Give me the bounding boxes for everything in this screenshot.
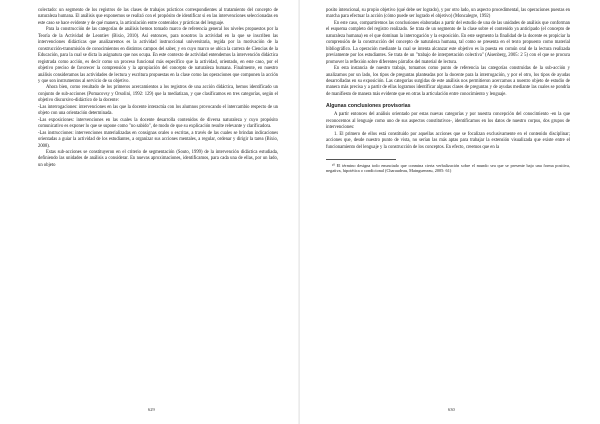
footnote-rule [326,159,396,160]
right-paragraph-3: En esta instancia de nuestro trabajo, tomamos como punto de referencia las categorías construidas de la sub-acción y analizamos por un lado, los tipos de preguntas planteadas por la docente para la interrogación, y por el otro, los tipos de ayudas desarrolladas en su exposición. Las categorías surgidas de este análisis nos permitieron acercarnos a nuestro objeto de estudio de manera más precisa y a partir de ellas logramos identificar algunas clases de preguntas y de ayudas mediante las cuales se pondría de manifiesto de manera más evidente que en otras la articulación entre conocimiento y lenguaje. [326,66,570,97]
left-paragraph-3: Ahora bien, como resultado de los primeros acercamientos a los registros de una acción didáctica, hemos identificado un conjunto de sub-acciones (Pomacovsy y Orsolini, 1992: 129) que la mediatizan, y que clasificamos en tres categorías, según el objetivo discursivo-didáctico de la docente: [38,85,278,104]
footnote: ¹⁰ El término designa todo enunciado que conmina cierta verbalización sobre el mundo sea que se presente bajo una forma positiva, negativa, hipotética o condicional (Charaudeau, Maingueneau, 2005: 61) [326,163,570,174]
right-paragraph-2: En este caso, compartiremos las conclusiones elaboradas a partir del estudio de una de las unidades de análisis que conforman el esquema completo del registro realizado. Se trata de un segmento de la clase sobre el contenido ya anticipado (el concepto de naturaleza humana) en el que dominan la interrogación y la exposición. En este segmento la finalidad de la docente es propiciar la comprensión de la construcción del concepto de naturaleza humana, tal como se presenta en el texto propuesto como material bibliográfico. La operación mediante la cual se intenta alcanzar este objetivo es la puesta en común oral de la lectura realizada previamente por los estudiantes. Se trata de un "trabajo de interpretación colectiva" (Aisenberg, 2005: 2 5) con el que se procura promover la reflexión sobre diferentes párrafos del material de lectura. [326,20,570,65]
section-heading: Algunas conclusiones provisorias [326,103,411,110]
right-paragraph-4: A partir entonces del análisis orientado por estas nuevas categorías y por nuestra concepción del conocimiento -en la que reconocemos al lenguaje como uno de sus aspectos constitutivos-, identificamos en los datos de nuestro corpus, dos grupos de intervenciones: [326,112,570,131]
left-paragraph-4: -Las interrogaciones: intervenciones en las que la docente interactúa con los alumnos provocando el intercambio respecto de un objeto con una orientación determinada. [38,104,278,117]
page-number: 629 [148,407,155,412]
right-page [300,0,600,424]
left-paragraph-5: -Las exposiciones: intervenciones en las cuales la docente desarrolla contenidos de diversa naturaleza y cuyo propósito comunicativo es exponer lo que se supone como "no sabido", de modo de que su explicación resulte relevante y clarificadora. [38,117,278,130]
right-paragraph-1: posito intencional, su propio objetivo (qué debe ser logrado), y por otro lado, un aspecto procedimental, las operaciones puestas en marcha para efectuar la acción (cómo puede ser logrado el objetivo) (Moncalegre, 1992) [326,8,570,20]
left-paragraph-6: -Las instrucciones: intervenciones materializadas en consignas orales o escritas, a través de las cuales se brindan indicaciones orientadas a guiar la actividad de los estudiantes, a organizar sus acciones mentales, a regular, ordenar y dirigir la tarea (Bixio, 2008). [38,130,278,149]
left-paragraph-1: colectado: un segmento de los registros de las clases de trabajos prácticos correspondientes al tratamiento del concepto de naturaleza humana. El análisis que exponemos se realizó con el propósito de identificar si en las intervenciones seleccionadas en este caso se hace evidente y de qué manera, la articulación entre contenidos y prácticas del lenguaje. [38,8,278,26]
left-paragraph-7: Estas sub-acciones se constituyeron en el criterio de segmentación (Souto, 1999) de la intervención didáctica estudiada, definiendo las unidades de análisis a considerar. En nuevas aproximaciones, identificamos, para cada una de ellas, por un lado, un objeto [38,149,278,168]
right-paragraph-5: 1. El primero de ellos está constituido por aquellas acciones que se focalizan exclusivamente en el contenido disciplinar; acciones que, desde nuestro punto de vista, no serían las más aptas para trabajar la extensión visualizada que existe entre el funcionamiento del lenguaje y la construcción de los conceptos. En efecto, creemos que en la [326,131,570,150]
left-paragraph-2: Para la construcción de las categorías de análisis hemos tomado marco de referencia general los niveles propuestos por la Teoría de la Actividad de Leontiev (Bixio, 2010). Así entonces, para nosotros la actividad en la que se inscriben las intervenciones didácticas que analizaremos es la actividad instruccional universitaria, regida por la motivación de la construcción-transmisión de conocimientos en distintos campos del saber, y en cuyo marco se ubica la carrera de Ciencias de la Educación, para la cual se dicta la asignatura que nos ocupa. En este contexto de actividad entendemos la intervención didáctica registrada como acción, es decir como un proceso funcional más específico que la actividad, orientado, en este caso, por el objetivo preciso de favorecer la comprensión y la apropiación del concepto de naturaleza humana. Finalmente, en nuestro análisis consideramos las actividades de lectura y escritura propuestas en la clase como las operaciones que componen la acción y que son instrumentos al servicio de su objetivo. [38,27,278,84]
page-number: 630 [448,407,455,412]
